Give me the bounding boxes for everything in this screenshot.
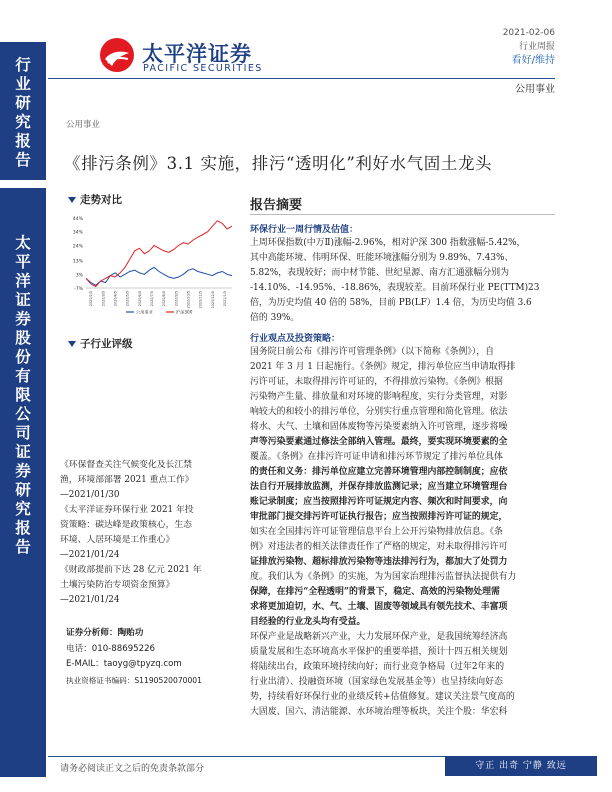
- paragraph-line: 的责任和义务：排污单位应建立完善环境管理内部控制制度；应依: [250, 467, 508, 477]
- paragraph-line: 账记录制度；应当按照排污许可证规定内容、频次和时间要求，向: [250, 497, 508, 507]
- paragraph-line: 倍的 39%。: [250, 313, 300, 323]
- paragraph-line: 2021 年 3 月 1 日起施行。《条例》规定，排污单位应当申请取得排: [250, 362, 516, 372]
- header-divider: [48, 78, 555, 79]
- side-label-char: 报: [15, 132, 31, 150]
- side-label-char: 研: [15, 481, 31, 499]
- analyst-name: 证券分析师：陶贻功: [66, 628, 144, 638]
- paragraph-line: 证排放污染物、超标排放污染物等违法排污行为，都加大了处罚力: [250, 557, 508, 567]
- side-label-char: 限: [15, 386, 31, 404]
- related-report-line: 资策略：碳达峰是政策核心，生态: [60, 520, 192, 530]
- company-motto: 守正 出奇 宁静 致远: [445, 756, 597, 776]
- paragraph-line: 环保产业是战略新兴产业，大力发展环保产业，是我国统筹经济高: [250, 632, 508, 642]
- y-tick-label: -7%: [74, 287, 83, 292]
- rating-heading: 子行业评级: [68, 336, 133, 351]
- paragraph-line: 如实在全国排污许可证管理信息平台上公开污染物排放信息。《条: [250, 527, 503, 537]
- summary-title: 报告摘要: [250, 198, 303, 213]
- report-type: 行业周报: [518, 42, 555, 52]
- side-label-char: 太: [15, 234, 31, 252]
- paragraph-line: 污许可证，未取得排污许可证的，不得排放污染物。《条例》根据: [250, 377, 503, 387]
- paragraph-line: 保障，在排污“全程透明”的背景下，稳定、高效的污染物处理需: [250, 587, 500, 597]
- x-tick-label: 2020/8/5: [162, 291, 167, 307]
- disclaimer-note: 请务必阅读正文之后的免责条款部分: [60, 764, 205, 774]
- report-meta: [503, 26, 555, 68]
- related-report-line: 《财政部提前下达 28 亿元 2021 年: [60, 565, 202, 575]
- side-label-char: 司: [15, 424, 31, 442]
- trend-chart: [64, 210, 238, 322]
- side-label-char: 行: [15, 56, 31, 74]
- side-label-char: 究: [15, 113, 31, 131]
- paragraph-line: 目经验的行业龙头均有受益。: [250, 617, 366, 627]
- summary-divider: [250, 214, 555, 215]
- side-label-company: [0, 234, 46, 557]
- side-label-char: 业: [15, 75, 31, 93]
- legend-label: 沪深300: [176, 309, 193, 315]
- series-line-csi300: [86, 221, 232, 287]
- side-label-char: 究: [15, 500, 31, 518]
- side-label-char: 公: [15, 405, 31, 423]
- side-label-char: 研: [15, 94, 31, 112]
- analyst-email: E-MAIL：taoyg@tpyzq.com: [66, 659, 182, 669]
- side-label-char: 证: [15, 443, 31, 461]
- side-band-separator: [0, 180, 46, 188]
- paragraph-line: 质量发展和生态环境高水平保护的重要举措，预计十四五相关规划: [250, 647, 508, 657]
- paragraph-line: 响较大的和较小的排污单位，分别实行重点管理和简化管理。依法: [250, 407, 508, 417]
- paragraph-line: 审批部门提交排污许可证执行报告；应当按照排污许可证的规定，: [250, 512, 508, 522]
- paragraph-line: 将陆续出台，政策环境持续向好；而行业竞争格局（过年2年来的: [250, 662, 505, 672]
- x-tick-label: 2020/12/5: [210, 291, 215, 309]
- category-label: 公用事业: [66, 120, 101, 130]
- x-tick-label: 2020/11/5: [198, 291, 203, 309]
- paragraph-line: -14.10%、-14.95%、-18.86%，表现较差。目前环保行业 PE(TTM)23: [250, 283, 540, 293]
- trend-heading: 走势对比: [68, 192, 122, 207]
- analyst-phone: 电话：010-88695226: [66, 643, 156, 654]
- strategy-paragraph: [250, 345, 562, 720]
- paragraph-line: 势，持续看好环保行业的业绩反转+估值修复。建议关注景气度高的: [250, 692, 515, 702]
- side-label-char: 券: [15, 462, 31, 480]
- paragraph-line: 行业出清）、投融资环境（国家绿色发展基金等）也呈持续向好态: [250, 677, 503, 687]
- paragraph-line: 上周环保指数(中万Ⅱ)涨幅-2.96%，相对沪深 300 指数涨幅-5.42%，: [250, 238, 526, 248]
- analyst-info: [66, 626, 246, 688]
- related-report-line: 《太平洋证券环保行业 2021 年投: [60, 505, 194, 515]
- side-label-char: 洋: [15, 272, 31, 290]
- paragraph-line: 污染物产生量、排放量和对环境的影响程度，实行分类管理，对影: [250, 392, 508, 402]
- x-tick-label: 2020/10/5: [186, 291, 191, 309]
- paragraph-line: 国务院日前公布《排污许可管理条例》（以下简称《条例》），自: [250, 347, 495, 357]
- side-label-char: 告: [15, 151, 31, 169]
- paragraph-line: 度。我们认为《条例》的实施，为为国家治理排污监督执法提供有力: [250, 572, 517, 582]
- bullet-triangle-icon: [68, 197, 76, 203]
- logo-name-en: PACIFIC SECURITIES: [143, 63, 263, 74]
- report-date: 2021-02-06: [502, 28, 555, 38]
- side-label-char: 告: [15, 538, 31, 556]
- y-tick-label: 34%: [72, 230, 83, 236]
- x-tick-label: 2020/3/5: [101, 291, 106, 307]
- paragraph-line: 将水、大气、土壤和固体废物等污染要素纳入许可管理，逐步将噪: [250, 422, 508, 432]
- rating: 看好/维持: [511, 55, 555, 66]
- related-report-line: —2021/01/30: [60, 490, 120, 500]
- side-label-industry-report: [0, 56, 46, 170]
- related-report-line: 渔，环境部部署 2021 重点工作》: [60, 475, 194, 485]
- side-label-char: 平: [15, 253, 31, 271]
- paragraph-line: 求将更加迫切，水、气、土壤、固废等领域具有领先技术、丰富项: [250, 602, 508, 612]
- paragraph-line: 声等污染要素通过修法全部纳入管理。最终，要实现环境要素的全: [250, 437, 508, 447]
- x-tick-label: 2020/7/5: [149, 291, 154, 307]
- x-tick-label: 2020/6/5: [137, 291, 142, 307]
- paragraph-line: 5.82%，表现较好；而中材节能、世纪星源、南方汇通涨幅分别为: [250, 268, 509, 278]
- side-label-char: 股: [15, 329, 31, 347]
- side-label-char: 证: [15, 291, 31, 309]
- paragraph-line: 倍，为历史均值 40 倍的 58%，目前 PB(LF）1.4 倍，为历史均值 3.6: [250, 298, 532, 308]
- logo-name-cn: 太平洋证券: [142, 42, 252, 66]
- side-label-char: 份: [15, 348, 31, 366]
- page-title: 《排污条例》3.1 实施，排污“透明化”利好水气固土龙头: [64, 154, 493, 173]
- strategy-heading: 行业观点及投资策略：: [250, 334, 341, 344]
- side-label-char: 有: [15, 367, 31, 385]
- legend-label: 公用事业: [136, 309, 153, 315]
- x-tick-label: 2020/2/5: [89, 291, 94, 307]
- weekly-market-paragraph: [250, 236, 562, 326]
- related-report-line: —2021/01/24: [60, 595, 120, 605]
- paragraph-line: 法自行开展排放监测，并保存排放监测记录；应当建立环境管理台: [250, 482, 508, 492]
- related-report-line: 《环保督查关注气候变化及长江禁: [60, 460, 192, 470]
- x-tick-label: 2021/1/5: [222, 291, 227, 307]
- x-tick-label: 2020/4/5: [113, 291, 118, 307]
- y-tick-label: 13%: [72, 259, 83, 265]
- y-tick-label: 24%: [72, 244, 83, 250]
- x-tick-label: 2020/5/5: [125, 291, 130, 307]
- company-logo: [98, 36, 294, 80]
- related-report-line: 环境、人居环境是工作重心》: [60, 535, 175, 545]
- y-tick-label: 44%: [72, 217, 83, 222]
- weekly-market-heading: 环保行业一周行情及估值：: [250, 225, 359, 235]
- side-label-char: 券: [15, 310, 31, 328]
- paragraph-line: 其中高能环境、伟明环保、旺能环境涨幅分别为 9.89%、7.43%、: [250, 253, 514, 263]
- paragraph-line: 覆盖。《条例》在排污许可证申请和排污环节规定了排污单位具体: [250, 452, 503, 462]
- related-report-line: 土壤污染防治专项资金预算》: [60, 580, 175, 590]
- bullet-triangle-icon: [68, 341, 76, 347]
- industry-label: 公用事业: [515, 84, 555, 95]
- side-label-char: 报: [15, 519, 31, 537]
- related-report-line: —2021/01/24: [60, 550, 120, 560]
- x-tick-label: 2020/9/5: [174, 291, 179, 307]
- related-reports: [60, 458, 240, 608]
- paragraph-line: 大固废、国六、清洁能源、水环境治理等板块，关注个股：华宏科: [250, 707, 508, 717]
- paragraph-line: 例》对违法者的相关法律责任作了严格的规定，对未取得排污许可: [250, 542, 508, 552]
- series-line-utilities: [86, 267, 232, 285]
- analyst-license: 执业资格证书编码：S1190520070001: [66, 675, 202, 685]
- logo-mark-icon: [98, 36, 136, 74]
- y-tick-label: 3%: [75, 273, 83, 279]
